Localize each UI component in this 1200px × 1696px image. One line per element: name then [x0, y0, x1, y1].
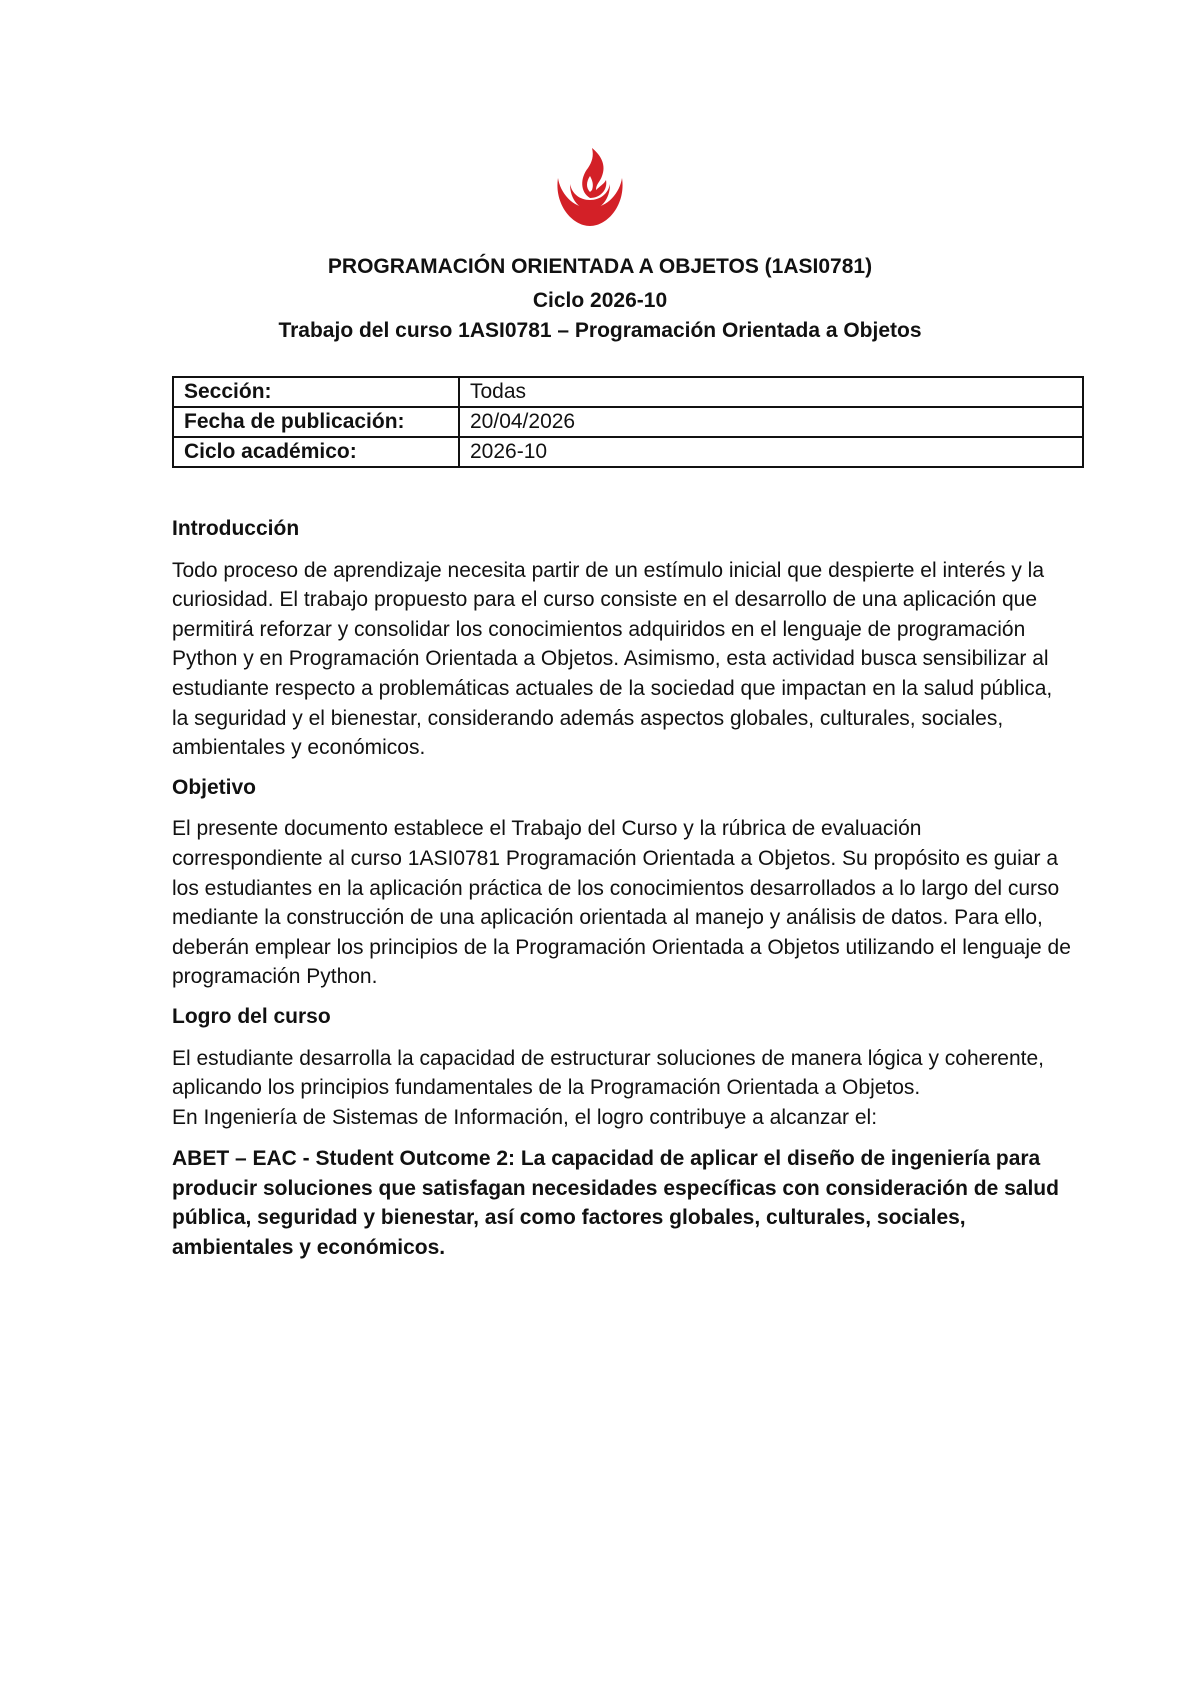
- info-table: [172, 376, 1084, 468]
- course-title: PROGRAMACIÓN ORIENTADA A OBJETOS (1ASI0781): [327, 255, 873, 278]
- paragraph-objetivo: El presente documento establece el Trabajo del Curso y la rúbrica de evaluación correspondiente al curso 1ASI0781 Programación Orientada a Objetos. Su propósito es guiar a los estudiantes en la aplicación práctica de los conocimientos desarrollados a lo largo del curso mediante la construcción de una aplicación orientada al manejo y análisis de datos. Para ello, deberán emplear los principios de la Programación Orientada a Objetos utilizando el lenguaje de programación Python.: [172, 817, 1071, 989]
- table-row: [173, 407, 1083, 437]
- section-title-introduccion: Introducción: [172, 517, 300, 540]
- document-heading: [0, 252, 1200, 346]
- cycle-title: Ciclo 2026-10: [532, 289, 668, 312]
- paragraph-introduccion: Todo proceso de aprendizaje necesita partir de un estímulo inicial que despierte el interés y la curiosidad. El trabajo propuesto para el curso consiste en el desarrollo de una aplicación que permitirá reforzar y consolidar los conocimientos adquiridos en el lenguaje de programación Python y en Programación Orientada a Objetos. Asimismo, esta actividad busca sensibilizar al estudiante respecto a problemáticas actuales de la sociedad que impactan en la salud pública, la seguridad y el bienestar, considerando además aspectos globales, culturales, sociales, ambientales y económicos.: [172, 558, 1053, 760]
- table-label: Fecha de publicación:: [173, 407, 459, 437]
- table-label: Ciclo académico:: [173, 437, 459, 467]
- table-value: 2026-10: [459, 437, 1083, 467]
- work-title: Trabajo del curso 1ASI0781 – Programación Orientada a Objetos: [278, 319, 922, 342]
- paragraph-logro: El estudiante desarrolla la capacidad de estructurar soluciones de manera lógica y coherente, aplicando los principios fundamentales de la Programación Orientada a Objetos.: [172, 1046, 1045, 1100]
- table-row: [173, 377, 1083, 407]
- paragraph-contribution: En Ingeniería de Sistemas de Información, el logro contribuye a alcanzar el:: [172, 1105, 878, 1129]
- section-title-logro: Logro del curso: [172, 1004, 331, 1028]
- abet-outcome: ABET – EAC - Student Outcome 2: La capacidad de aplicar el diseño de ingeniería para producir soluciones que satisfagan necesidades específicas con consideración de salud pública, seguridad y bienestar, así como factores globales, culturales, sociales, ambientales y económicos.: [172, 1147, 1059, 1260]
- document-body: [172, 514, 1072, 1263]
- upc-flame-logo-icon: [550, 146, 630, 230]
- table-label: Sección:: [173, 377, 459, 407]
- table-value: 20/04/2026: [459, 407, 1083, 437]
- table-row: [173, 437, 1083, 467]
- section-title-objetivo: Objetivo: [172, 775, 257, 799]
- table-value: Todas: [459, 377, 1083, 407]
